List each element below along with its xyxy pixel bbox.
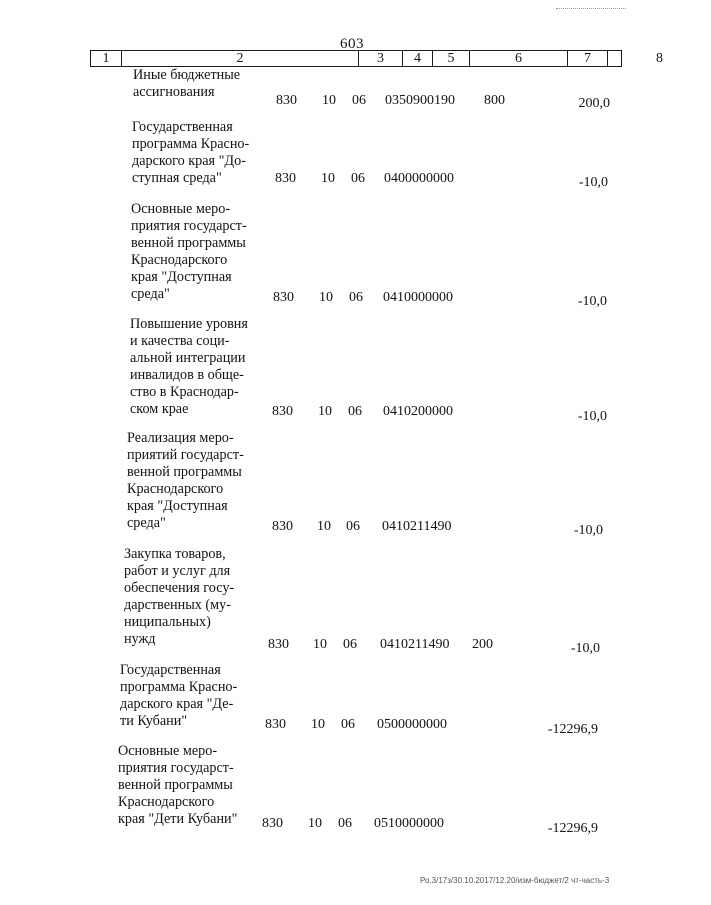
row-col6: 0500000000 [377,717,447,732]
row-col5: 06 [343,637,357,652]
row-col3: 830 [275,171,296,186]
row-col6: 0410200000 [383,404,453,419]
row-name: Реализация меро- приятий государст- венной программы Краснодарского края "Доступная среда" [127,430,244,531]
column-header-2: 2 [121,51,358,66]
column-header-3: 3 [358,51,402,66]
row-col4: 10 [318,404,332,419]
row-col8: -10,0 [570,641,600,656]
column-header-4: 4 [402,51,432,66]
column-header-8: 8 [607,51,711,66]
row-col8: -10,0 [577,409,607,424]
column-header-6: 6 [469,51,567,66]
row-name: Основные меро- приятия государст- венной программы Краснодарского края "Доступная среда" [131,201,247,302]
row-col4: 10 [308,816,322,831]
row-col7: 200 [472,637,493,652]
row-col8: -10,0 [578,175,608,190]
row-name: Повышение уровня и качества соци- альной интеграции инвалидов в обще- ство в Краснодар- ском крае [130,316,248,417]
row-name: Иные бюджетные ассигнования [133,67,241,100]
row-col8: -12296,9 [547,821,598,836]
row-col5: 06 [352,93,366,108]
top-dotted-rule [556,8,626,9]
row-col7: 800 [484,93,505,108]
row-col4: 10 [319,290,333,305]
row-col6: 0510000000 [374,816,444,831]
page-number: 603 [340,36,364,52]
row-col6: 0400000000 [384,171,454,186]
row-col5: 06 [338,816,352,831]
row-col4: 10 [317,519,331,534]
column-header-5: 5 [432,51,469,66]
row-col5: 06 [348,404,362,419]
row-name: Закупка товаров, работ и услуг для обеспечения госу- дарственных (му- ниципальных) нужд [124,546,235,647]
row-col6: 0410000000 [383,290,453,305]
column-header-7: 7 [567,51,607,66]
row-col5: 06 [341,717,355,732]
row-col6: 0410211490 [382,519,452,534]
row-col5: 06 [346,519,360,534]
row-col8: -10,0 [573,523,603,538]
row-col4: 10 [322,93,336,108]
row-col3: 830 [268,637,289,652]
row-col3: 830 [272,404,293,419]
row-col3: 830 [262,816,283,831]
row-col5: 06 [351,171,365,186]
row-col3: 830 [265,717,286,732]
row-col3: 830 [273,290,294,305]
row-col3: 830 [272,519,293,534]
row-col6: 0350900190 [385,93,455,108]
row-col6: 0410211490 [380,637,450,652]
row-name: Основные меро- приятия государст- венной программы Краснодарского края "Дети Кубани" [118,743,238,827]
column-header-1: 1 [102,51,110,66]
row-col8: 200,0 [578,96,610,111]
document-footer: Ро.3/17з/30.10.2017/12.20/изм-бюджет/2 чт-часть-3 [420,876,610,885]
row-col4: 10 [321,171,335,186]
row-name: Государственная программа Красно- дарского края "До- ступная среда" [132,119,250,186]
row-col5: 06 [349,290,363,305]
column-header-row [90,50,663,67]
row-col8: -12296,9 [547,722,598,737]
row-col4: 10 [311,717,325,732]
row-col4: 10 [313,637,327,652]
row-col8: -10,0 [577,294,607,309]
row-name: Государственная программа Красно- дарского края "Де- ти Кубани" [120,662,238,729]
row-col3: 830 [276,93,297,108]
